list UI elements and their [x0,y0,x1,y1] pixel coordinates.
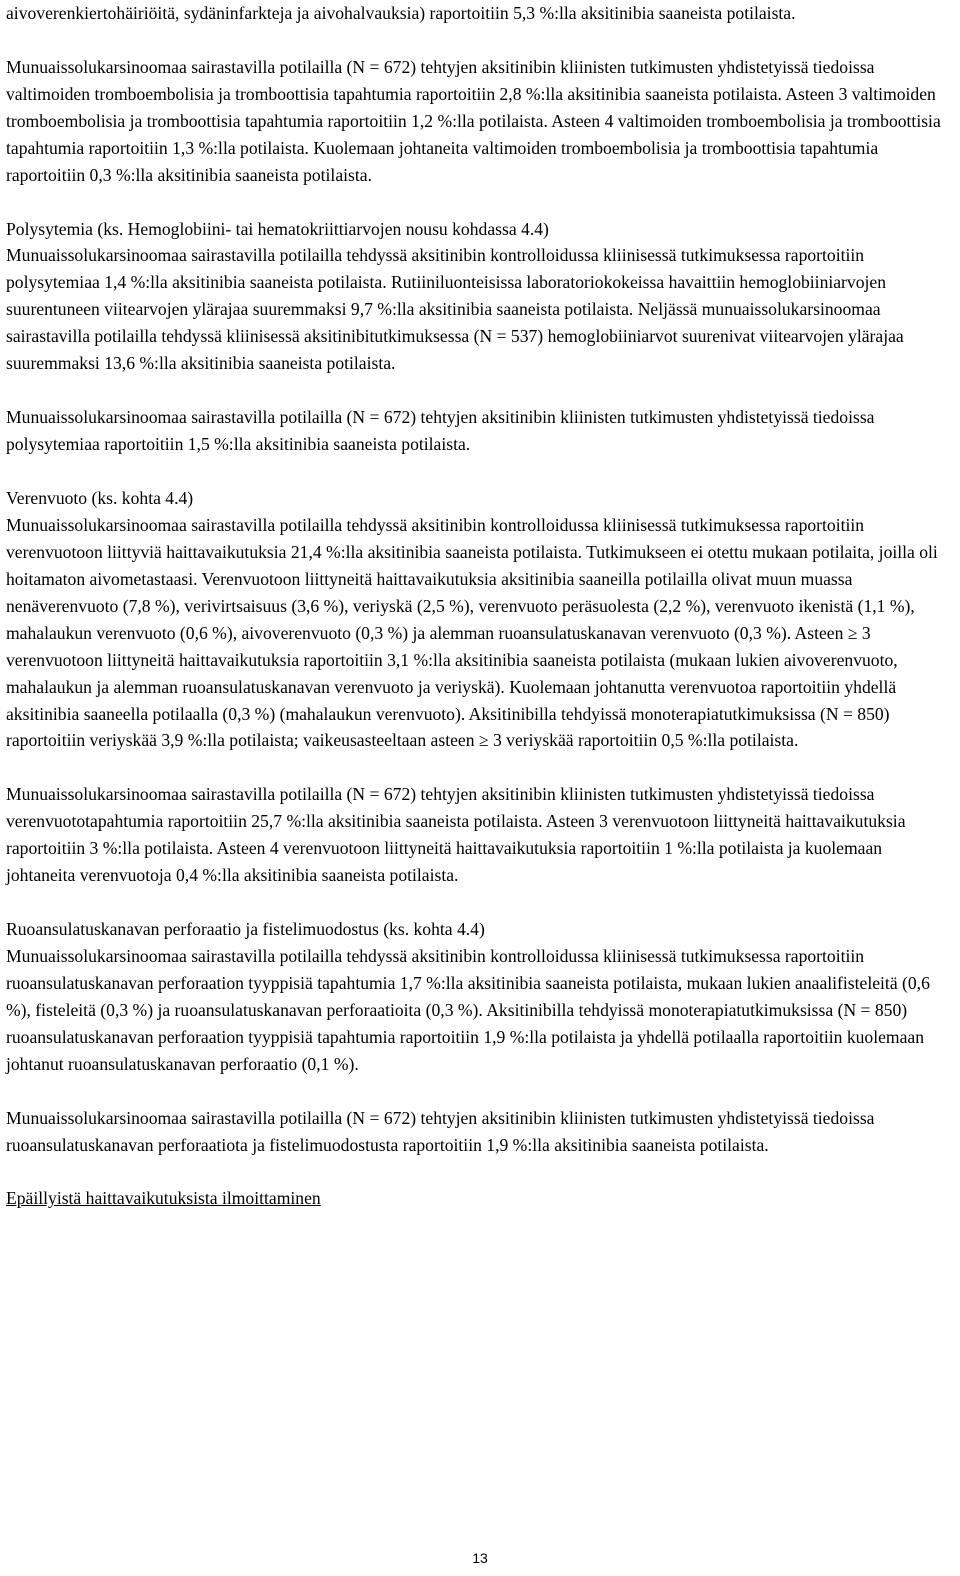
paragraph-perforation-pooled: Munuaissolukarsinoomaa sairastavilla potilailla (N = 672) tehtyjen aksitinibin kliinisten tutkimusten yhdistetyissä tiedoissa ruoansulatuskanavan perforaatiota ja fistelimuodostusta raportoitiin 1,9 %:lla aksitinibia saaneista potilaista. [6,1107,875,1155]
document-page [6,0,951,1212]
page-number: 13 [472,1550,488,1566]
paragraph-perforation: Munuaissolukarsinoomaa sairastavilla potilailla tehdyssä aksitinibin kontrolloidussa kliinisessä tutkimuksessa raportoitiin ruoansulatuskanavan perforaation tyyppisiä tapahtumia 1,7 %:lla aksitinibia saaneista potilaista, mukaan lukien anaalifisteleitä (0,6 %), fisteleitä (0,3 %) ja ruoansulatuskanavan perforaatioita (0,3 %). Aksitinibilla tehdyissä monoterapiatutkimuksissa (N = 850) ruoansulatuskanavan perforaation tyyppisiä tapahtumia raportoitiin 1,9 %:lla potilaista ja yhdellä potilaalla raportoitiin kuolemaan johtanut ruoansulatuskanavan perforaatio (0,1 %). [6,945,930,1074]
paragraph-polycythemia-pooled: Munuaissolukarsinoomaa sairastavilla potilailla (N = 672) tehtyjen aksitinibin kliinisten tutkimusten yhdistetyissä tiedoissa polysytemiaa raportoitiin 1,5 %:lla aksitinibia saaneista potilaista. [6,407,875,455]
paragraph-arterial-events-end: aivoverenkiertohäiriöitä, sydäninfarkteja ja aivohalvauksia) raportoitiin 5,3 %:lla aksitinibia saaneista potilaista. [6,3,796,23]
section-heading-perforation: Ruoansulatuskanavan perforaatio ja fistelimuodostus (ks. kohta 4.4) [6,919,485,940]
paragraph-polycythemia: Munuaissolukarsinoomaa sairastavilla potilailla tehdyssä aksitinibin kontrolloidussa kliinisessä tutkimuksessa raportoitiin polysytemiaa 1,4 %:lla aksitinibia saaneista potilaista. Rutiiniluonteisissa laboratoriokokeissa havaittiin hemoglobiiniarvojen suurentuneen viitearvojen ylärajaa suuremmaksi 9,7 %:lla aksitinibia saaneista potilaista. Neljässä munuaissolukarsinoomaa sairastavilla potilailla tehdyssä kliinisessä aksitinibitutkimuksessa (N = 537) hemoglobiiniarvot suurenivat viitearvojen ylärajaa suuremmaksi 13,6 %:lla aksitinibia saaneista potilaista. [6,245,904,374]
section-heading-bleeding: Verenvuoto (ks. kohta 4.4) [6,487,194,508]
section-heading-polycythemia: Polysytemia (ks. Hemoglobiini- tai hematokriittiarvojen nousu kohdassa 4.4) [6,218,549,239]
paragraph-bleeding: Munuaissolukarsinoomaa sairastavilla potilailla tehdyssä aksitinibin kontrolloidussa kliinisessä tutkimuksessa raportoitiin verenvuotoon liittyviä haittavaikutuksia 21,4 %:lla aksitinibia saaneista potilaista. Tutkimukseen ei otettu mukaan potilaita, joilla oli hoitamaton aivometastaasi. Verenvuotoon liittyneitä haittavaikutuksia aksitinibia saaneilla potilailla olivat muun muassa nenäverenvuoto (7,8 %), verivirtsaisuus (3,6 %), veriyskä (2,5 %), verenvuoto peräsuolesta (2,2 %), verenvuoto ikenistä (1,1 %), mahalaukun verenvuoto (0,6 %), aivoverenvuoto (0,3 %) ja alemman ruoansulatuskanavan verenvuoto (0,3 %). Asteen ≥ 3 verenvuotoon liittyneitä haittavaikutuksia raportoitiin 3,1 %:lla aksitinibia saaneista potilaista (mukaan lukien aivoverenvuoto, mahalaukun ja alemman ruoansulatuskanavan verenvuoto ja veriyskä). Kuolemaan johtanutta verenvuotoa raportoitiin yhdellä aksitinibia saaneella potilaalla (0,3 %) (mahalaukun verenvuoto). Aksitinibilla tehdyissä monoterapiatutkimuksissa (N = 850) raportoitiin veriyskää 3,9 %:lla potilaista; vaikeusasteeltaan asteen ≥ 3 veriyskää raportoitiin 0,5 %:lla potilaista. [6,514,938,751]
section-heading-reporting-link[interactable]: Epäillyistä haittavaikutuksista ilmoittaminen [6,1188,321,1209]
paragraph-bleeding-pooled: Munuaissolukarsinoomaa sairastavilla potilailla (N = 672) tehtyjen aksitinibin kliinisten tutkimusten yhdistetyissä tiedoissa verenvuototapahtumia raportoitiin 25,7 %:lla aksitinibia saaneista potilaista. Asteen 3 verenvuotoon liittyneitä haittavaikutuksia raportoitiin 3 %:lla potilaista. Asteen 4 verenvuotoon liittyneitä haittavaikutuksia raportoitiin 1 %:lla potilaista ja kuolemaan johtaneita verenvuotoja 0,4 %:lla aksitinibia saaneista potilaista. [6,784,906,886]
paragraph-arterial-pooled: Munuaissolukarsinoomaa sairastavilla potilailla (N = 672) tehtyjen aksitinibin kliinisten tutkimusten yhdistetyissä tiedoissa valtimoiden tromboembolisia ja tromboottisia tapahtumia raportoitiin 2,8 %:lla aksitinibia saaneista potilaista. Asteen 3 valtimoiden tromboembolisia ja tromboottisia tapahtumia raportoitiin 1,2 %:lla potilaista. Asteen 4 valtimoiden tromboembolisia ja tromboottisia tapahtumia raportoitiin 1,3 %:lla potilaista. Kuolemaan johtaneita valtimoiden tromboembolisia ja tromboottisia tapahtumia raportoitiin 0,3 %:lla aksitinibia saaneista potilaista. [6,56,941,185]
